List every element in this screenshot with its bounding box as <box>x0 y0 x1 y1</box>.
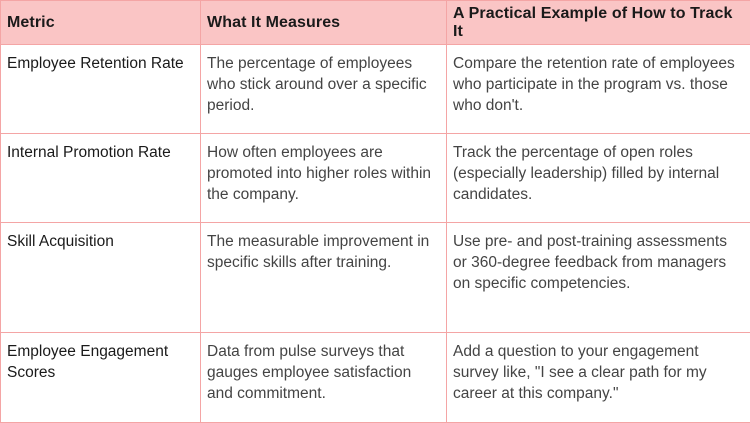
metric-cell: Employee Engagement Scores <box>1 333 201 423</box>
table-row <box>1 223 750 333</box>
table-body <box>1 45 750 423</box>
example-cell: Track the percentage of open roles (especially leadership) filled by internal candidates. <box>447 134 750 223</box>
header-what-it-measures: What It Measures <box>201 1 447 45</box>
header-row <box>1 1 750 45</box>
header-practical-example: A Practical Example of How to Track It <box>447 1 750 45</box>
metric-cell: Internal Promotion Rate <box>1 134 201 223</box>
metric-cell: Skill Acquisition <box>1 223 201 333</box>
example-cell: Add a question to your engagement survey like, "I see a clear path for my career at this company." <box>447 333 750 423</box>
header-metric: Metric <box>1 1 201 45</box>
example-cell: Compare the retention rate of employees who participate in the program vs. those who don't. <box>447 45 750 134</box>
metric-cell: Employee Retention Rate <box>1 45 201 134</box>
table-row <box>1 45 750 134</box>
table-row <box>1 333 750 423</box>
example-cell: Use pre- and post-training assessments or 360-degree feedback from managers on specific competencies. <box>447 223 750 333</box>
measures-cell: How often employees are promoted into higher roles within the company. <box>201 134 447 223</box>
measures-cell: The measurable improvement in specific skills after training. <box>201 223 447 333</box>
table-row <box>1 134 750 223</box>
measures-cell: Data from pulse surveys that gauges employee satisfaction and commitment. <box>201 333 447 423</box>
measures-cell: The percentage of employees who stick around over a specific period. <box>201 45 447 134</box>
table-header <box>1 1 750 45</box>
